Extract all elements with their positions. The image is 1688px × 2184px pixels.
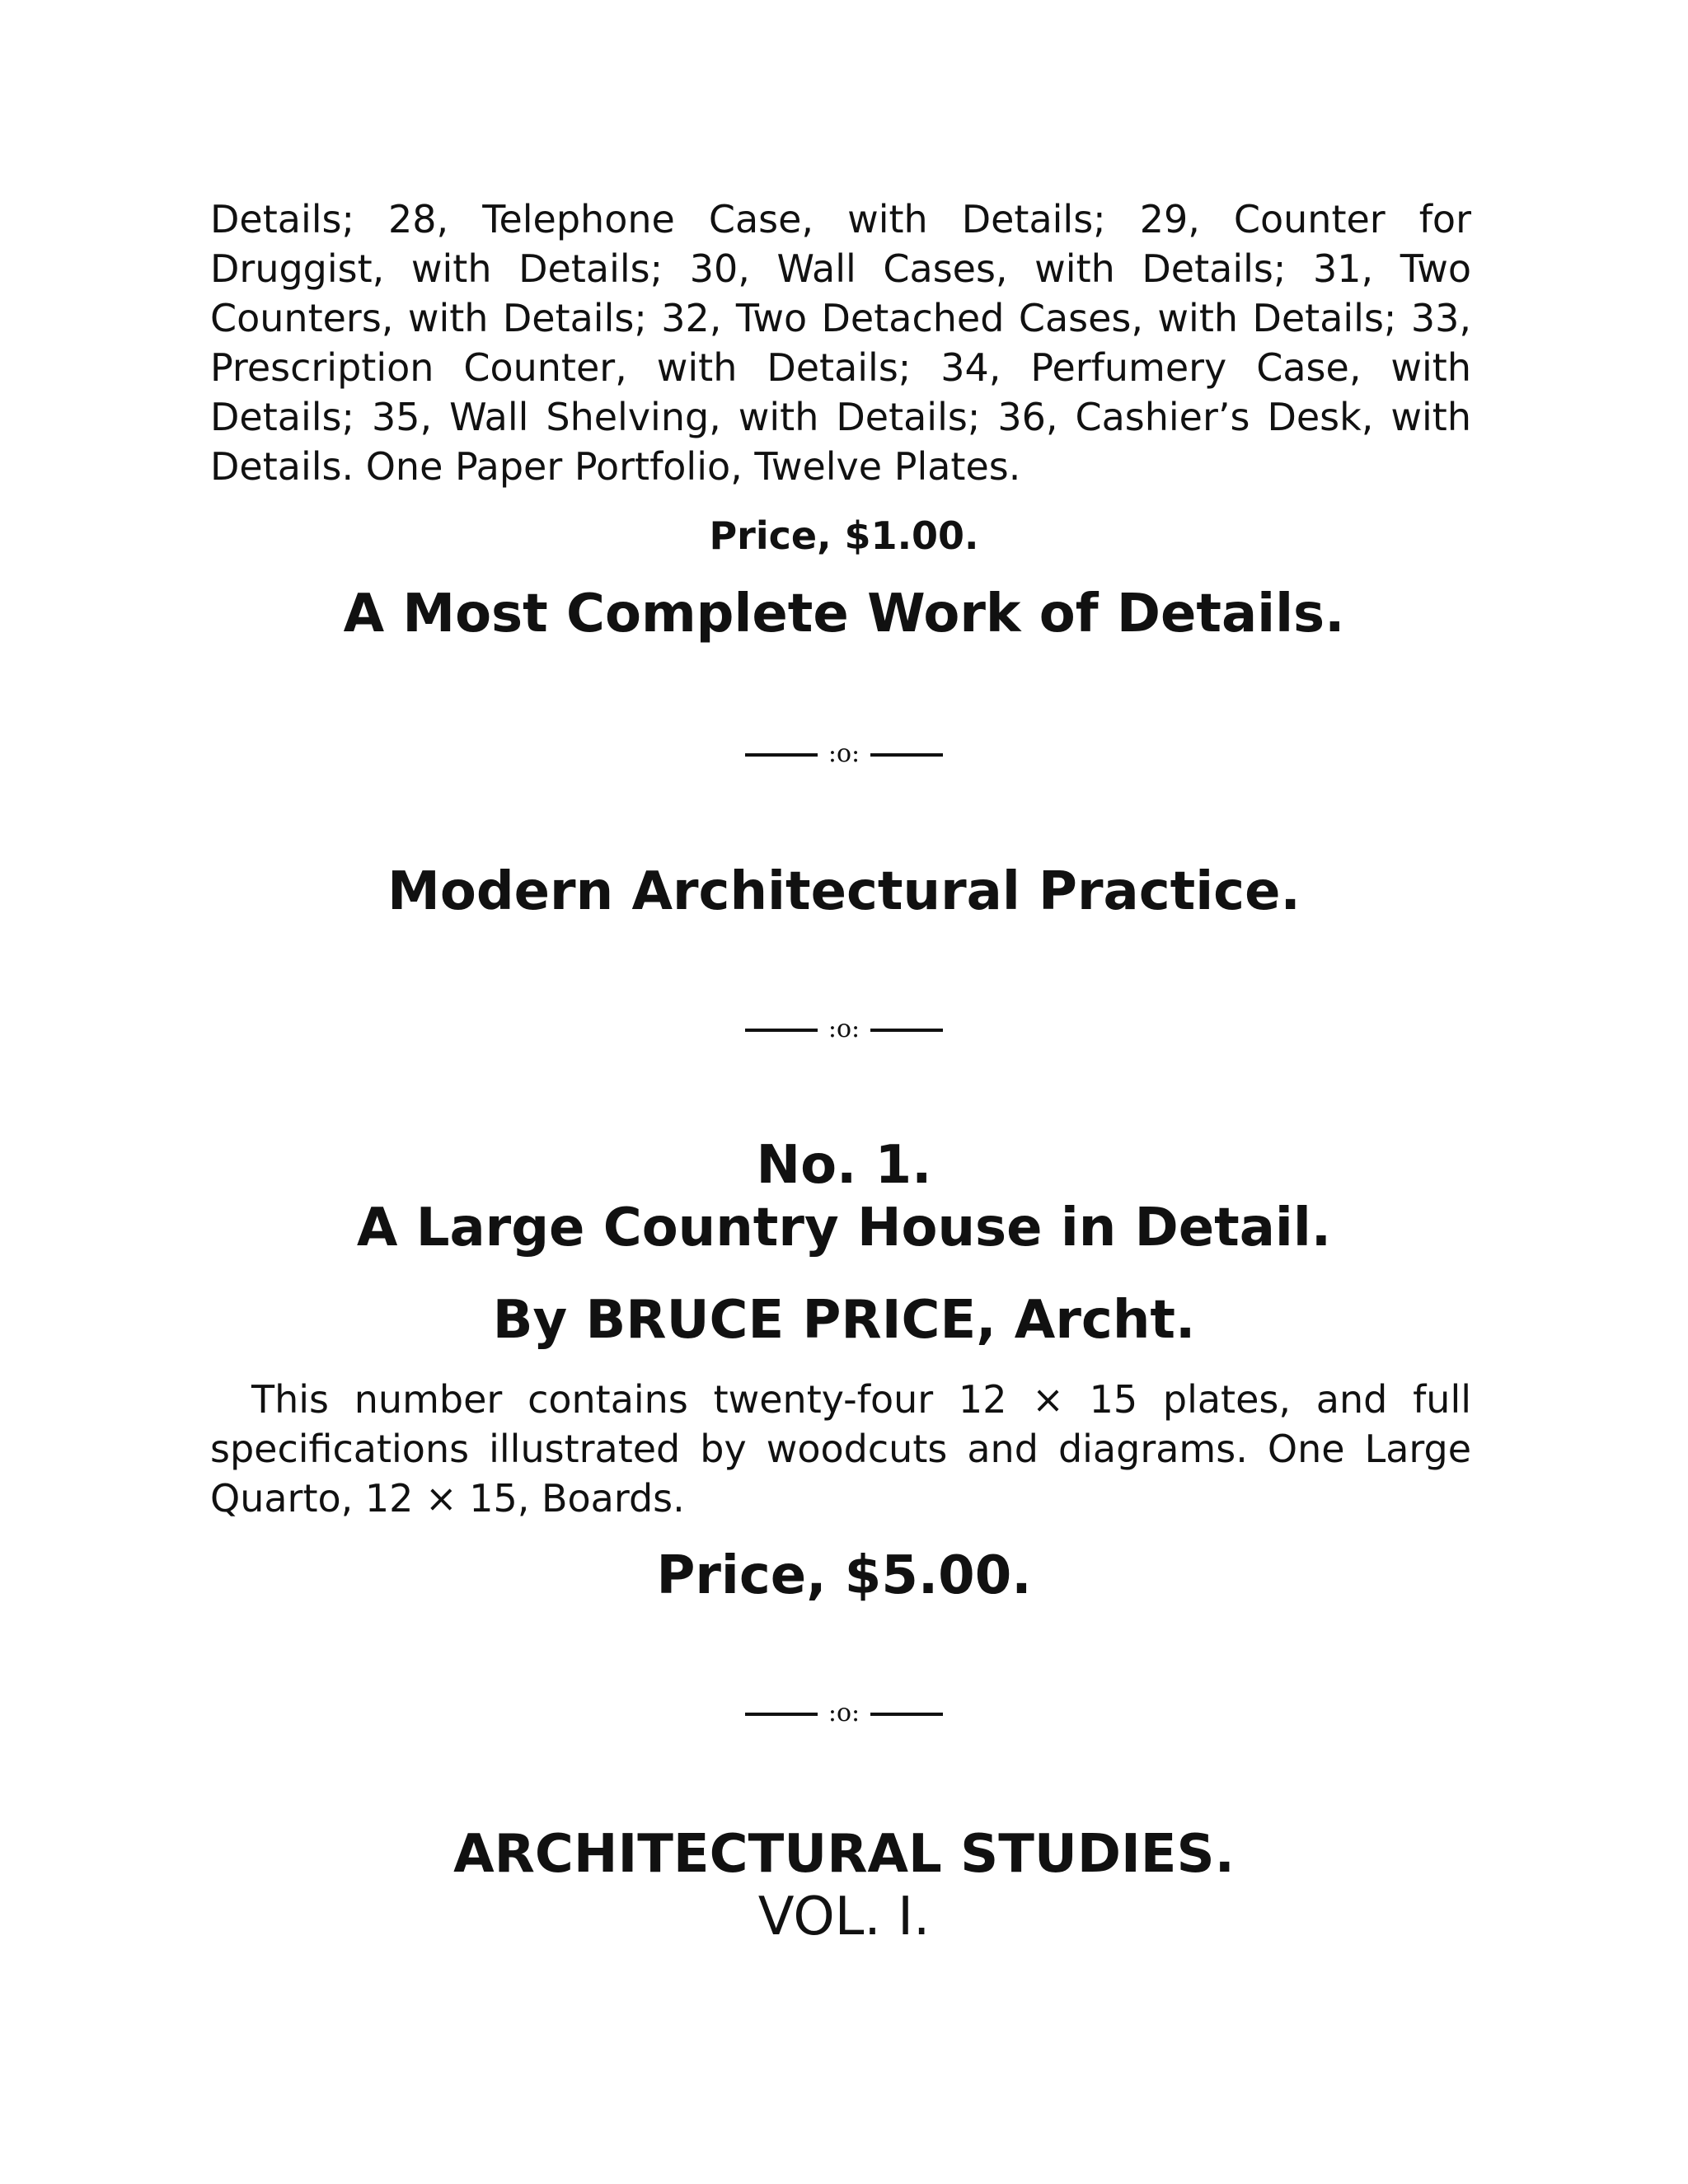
- author-line: By BRUCE PRICE, Archt.: [492, 1290, 1196, 1351]
- catalog-entry-description: Details; 28, Telephone Case, with Details; 29, Counter for Druggist, with Details; 30, Wall Cases, with Details; 31, Two Counters, with Details; 32, Two Detached Cases, with Details; 33, Prescription Counter, with Details; 34, Perfumery Case, with Details; 35, Wall Shelving, with Details; 36, Cashier’s Desk, with Details. One Paper Portfolio, Twelve Plates.: [210, 197, 1471, 489]
- issue-price: Price, $5.00.: [656, 1545, 1032, 1606]
- section-divider: [0, 738, 1688, 771]
- divider-glyph: :o:: [828, 739, 860, 768]
- divider-glyph: :o:: [828, 1015, 860, 1043]
- issue-title: A Large Country House in Detail.: [356, 1197, 1332, 1258]
- section-divider: [0, 1014, 1688, 1047]
- volume-label: VOL. I.: [757, 1886, 931, 1947]
- architectural-studies-heading: ARCHITECTURAL STUDIES.: [453, 1824, 1235, 1885]
- issue-description: This number contains twenty-four 12 × 15 plates, and full specifications illustrated by woodcuts and diagrams. One Large Quarto, 12 × 15, Boards.: [210, 1377, 1471, 1521]
- section-heading-modern-architectural-practice: Modern Architectural Practice.: [387, 861, 1301, 922]
- tagline-heading: A Most Complete Work of Details.: [343, 583, 1345, 644]
- section-divider: [0, 1698, 1688, 1731]
- issue-number: No. 1.: [756, 1135, 932, 1196]
- divider-glyph: :o:: [828, 1699, 860, 1727]
- price-label: Price, $1.00.: [709, 513, 979, 558]
